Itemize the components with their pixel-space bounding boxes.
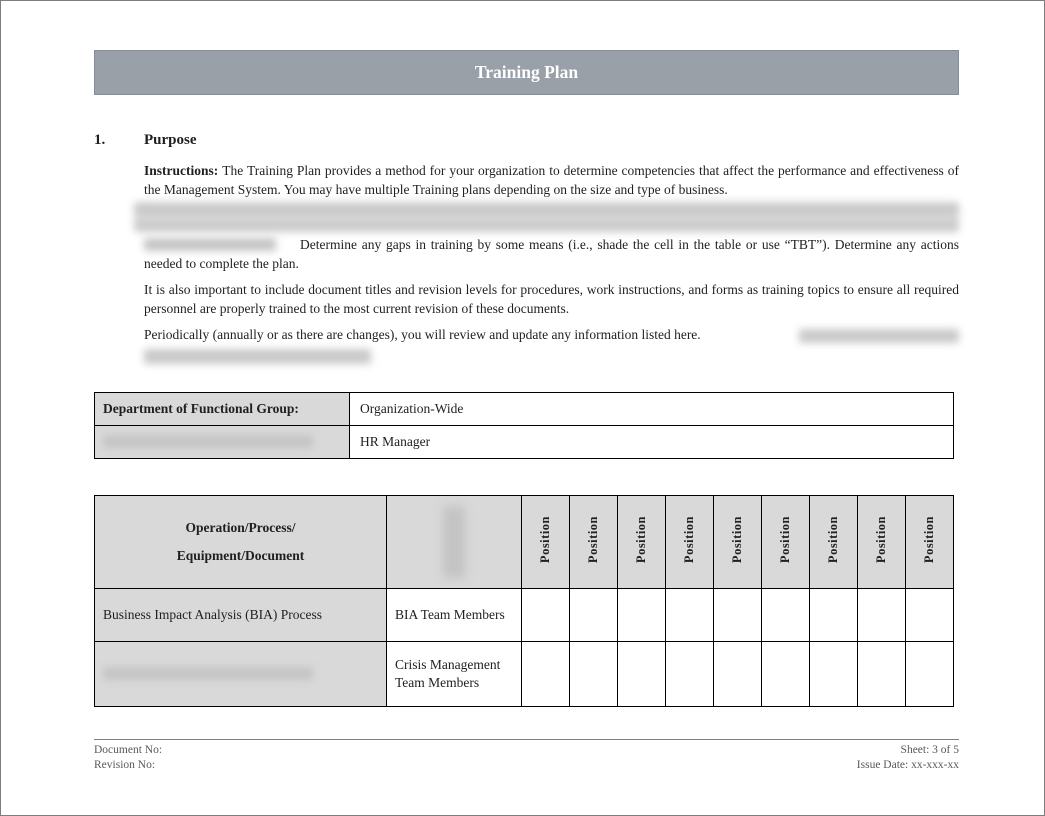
position-header-cell: Position bbox=[906, 495, 954, 588]
operation-cell bbox=[95, 588, 387, 641]
documents-paragraph bbox=[144, 281, 959, 318]
redacted-text-tail bbox=[799, 329, 959, 343]
training-matrix-table bbox=[94, 495, 954, 707]
matrix-empty-cell bbox=[858, 641, 906, 706]
review-text: Periodically (annually or as there are changes), you will review and update any information listed here. bbox=[144, 327, 701, 342]
position-header-cell: Position bbox=[714, 495, 762, 588]
matrix-empty-cell bbox=[666, 641, 714, 706]
matrix-empty-cell bbox=[858, 588, 906, 641]
instructions-paragraph bbox=[144, 162, 959, 199]
matrix-empty-cell bbox=[762, 641, 810, 706]
page-footer bbox=[94, 739, 959, 773]
matrix-empty-cell bbox=[570, 588, 618, 641]
redacted-operation bbox=[103, 667, 313, 680]
instructions-text: The Training Plan provides a method for your organization to determine competencies that affect the performance and effectiveness of the Management System. You may have multiple Training plans depending on the size and type of business. bbox=[144, 163, 959, 197]
matrix-empty-cell bbox=[810, 641, 858, 706]
position-header-cell: Position bbox=[762, 495, 810, 588]
department-info-table bbox=[94, 392, 954, 459]
gaps-paragraph bbox=[144, 236, 959, 273]
redacted-text-inline bbox=[144, 238, 276, 251]
gaps-text: Determine any gaps in training by some means (i.e., shade the cell in the table or use “TBT”). Determine any actions needed to complete the plan. bbox=[144, 237, 959, 271]
table-row bbox=[95, 392, 954, 425]
matrix-empty-cell bbox=[522, 588, 570, 641]
position-header-cell: Position bbox=[570, 495, 618, 588]
document-title: Training Plan bbox=[474, 62, 579, 82]
team-cell bbox=[387, 588, 522, 641]
matrix-empty-cell bbox=[762, 588, 810, 641]
sheet-number: Sheet: 3 of 5 bbox=[900, 744, 959, 756]
matrix-header-row bbox=[95, 495, 954, 588]
matrix-empty-cell bbox=[666, 588, 714, 641]
team-text: BIA Team Members bbox=[395, 606, 505, 622]
operation-cell bbox=[95, 641, 387, 706]
section-number: 1. bbox=[94, 132, 106, 148]
operation-header-cell bbox=[95, 495, 387, 588]
section-title: Purpose bbox=[144, 132, 197, 148]
department-value-cell bbox=[350, 392, 954, 425]
position-header-cell: Position bbox=[810, 495, 858, 588]
matrix-empty-cell bbox=[810, 588, 858, 641]
table-row bbox=[95, 425, 954, 458]
section-heading bbox=[94, 131, 1044, 149]
instructions-label: Instructions: bbox=[144, 163, 219, 178]
operation-header-line1: Operation/Process/ bbox=[185, 519, 296, 535]
redacted-text-line bbox=[144, 349, 371, 364]
owner-value: HR Manager bbox=[360, 433, 431, 449]
documents-text: It is also important to include document titles and revision levels for procedures, work instructions, and forms as training topics to ensure all required personnel are properly trained to the most current revision of these documents. bbox=[144, 282, 959, 316]
redacted-label bbox=[103, 435, 313, 448]
matrix-empty-cell bbox=[714, 588, 762, 641]
matrix-empty-cell bbox=[618, 588, 666, 641]
matrix-row bbox=[95, 641, 954, 706]
matrix-empty-cell bbox=[714, 641, 762, 706]
redacted-header bbox=[443, 506, 465, 578]
position-header-cell: Position bbox=[522, 495, 570, 588]
operation-header-line2: Equipment/Document bbox=[176, 547, 305, 563]
document-no-label: Document No: bbox=[94, 744, 163, 756]
redacted-header-cell bbox=[387, 495, 522, 588]
issue-date: Issue Date: xx-xxx-xx bbox=[856, 759, 959, 771]
matrix-row bbox=[95, 588, 954, 641]
owner-label-cell bbox=[95, 425, 350, 458]
review-paragraph bbox=[144, 326, 959, 345]
redacted-text-block bbox=[134, 202, 959, 232]
operation-text: Business Impact Analysis (BIA) Process bbox=[103, 606, 322, 622]
department-label-cell bbox=[95, 392, 350, 425]
team-text: Crisis Management Team Members bbox=[395, 657, 501, 690]
footer-right bbox=[857, 743, 959, 773]
owner-value-cell bbox=[350, 425, 954, 458]
matrix-empty-cell bbox=[570, 641, 618, 706]
position-header-cell: Position bbox=[666, 495, 714, 588]
matrix-empty-cell bbox=[906, 641, 954, 706]
matrix-empty-cell bbox=[618, 641, 666, 706]
position-header-cell: Position bbox=[618, 495, 666, 588]
position-header-cell: Position bbox=[858, 495, 906, 588]
department-label: Department of Functional Group: bbox=[103, 400, 299, 416]
footer-left bbox=[94, 743, 162, 773]
team-cell bbox=[387, 641, 522, 706]
revision-no-label: Revision No: bbox=[94, 759, 156, 771]
matrix-empty-cell bbox=[906, 588, 954, 641]
document-title-bar bbox=[94, 50, 959, 95]
matrix-empty-cell bbox=[522, 641, 570, 706]
department-value: Organization-Wide bbox=[360, 400, 464, 416]
